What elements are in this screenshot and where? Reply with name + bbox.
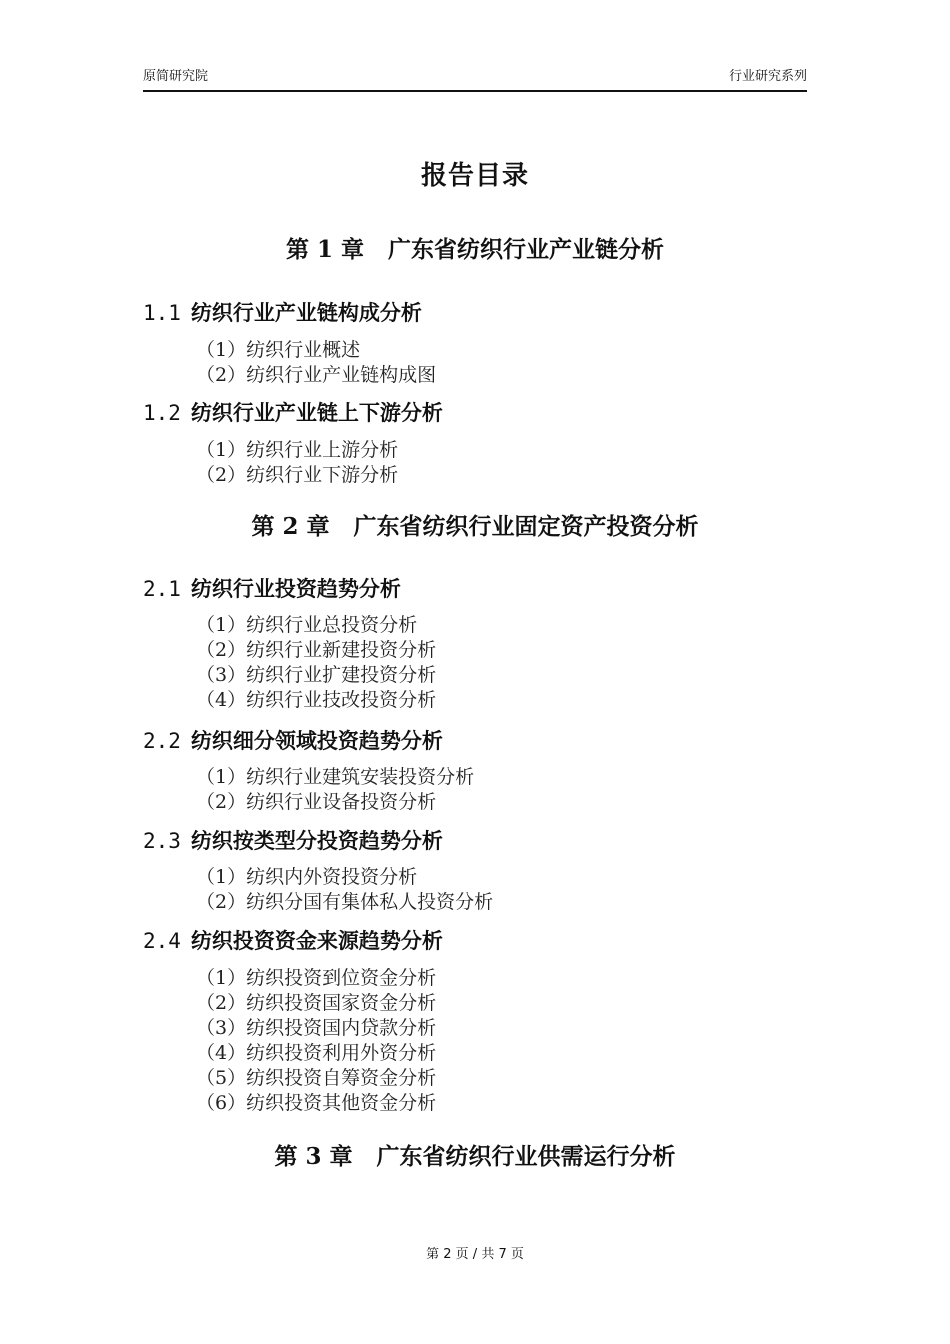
toc-item[interactable]: （2）纺织投资国家资金分析 [196,992,437,1014]
series-name: 行业研究系列 [728,69,807,84]
chapter-3-heading[interactable] [0,1141,950,1173]
section-1-2-heading[interactable] [143,398,443,428]
section-title: 纺织细分领域投资趋势分析 [190,728,443,753]
section-number: 1.2 [143,401,181,425]
chapter-number: 第 1 章 [285,236,365,263]
section-2-4-heading[interactable] [143,926,443,956]
section-1-1-items [196,338,436,388]
chapter-title: 广东省纺织行业固定资产投资分析 [353,513,699,540]
chapter-1-heading[interactable] [0,234,950,266]
section-number: 1.1 [143,301,181,325]
toc-item[interactable]: （6）纺织投资其他资金分析 [196,1092,437,1114]
chapter-2-heading[interactable] [0,511,950,543]
page-header [143,68,807,92]
toc-item[interactable]: （2）纺织分国有集体私人投资分析 [196,891,494,913]
toc-item[interactable]: （2）纺织行业设备投资分析 [196,791,437,813]
section-number: 2.1 [143,577,181,601]
toc-item[interactable]: （3）纺织行业扩建投资分析 [196,664,437,686]
toc-item[interactable]: （2）纺织行业新建投资分析 [196,639,437,661]
section-2-1-items [196,613,436,713]
section-2-3-items [196,865,493,915]
chapter-title: 广东省纺织行业供需运行分析 [376,1143,676,1170]
section-2-3-heading[interactable] [143,826,443,856]
toc-item[interactable]: （1）纺织行业上游分析 [196,439,399,461]
section-2-1-heading[interactable] [143,574,401,604]
section-2-2-items [196,765,474,815]
section-number: 2.4 [143,929,181,953]
page-number: 第 2 页 / 共 7 页 [426,1247,524,1262]
toc-item[interactable]: （2）纺织行业下游分析 [196,464,399,486]
toc-item[interactable]: （3）纺织投资国内贷款分析 [196,1017,437,1039]
section-title: 纺织行业投资趋势分析 [190,576,401,601]
chapter-title: 广东省纺织行业产业链分析 [388,236,665,263]
toc-item[interactable]: （2）纺织行业产业链构成图 [196,364,437,386]
toc-item[interactable]: （4）纺织投资利用外资分析 [196,1042,437,1064]
toc-item[interactable]: （1）纺织投资到位资金分析 [196,967,437,989]
toc-item[interactable]: （5）纺织投资自筹资金分析 [196,1067,437,1089]
section-2-4-items [196,966,436,1116]
chapter-number: 第 2 章 [251,513,330,540]
section-title: 纺织行业产业链构成分析 [190,300,422,325]
toc-item[interactable]: （1）纺织行业概述 [196,339,361,361]
section-1-2-items [196,438,398,488]
toc-item[interactable]: （1）纺织行业建筑安装投资分析 [196,766,475,788]
toc-item[interactable]: （1）纺织内外资投资分析 [196,866,418,888]
section-1-1-heading[interactable] [143,298,422,328]
section-2-2-heading[interactable] [143,726,443,756]
section-title: 纺织行业产业链上下游分析 [190,400,443,425]
toc-item[interactable]: （4）纺织行业技改投资分析 [196,689,437,711]
section-title: 纺织投资资金来源趋势分析 [190,928,443,953]
section-number: 2.2 [143,729,181,753]
section-number: 2.3 [143,829,181,853]
publisher-name: 原简研究院 [143,69,209,84]
page-title: 报告目录 [420,161,529,191]
toc-item[interactable]: （1）纺织行业总投资分析 [196,614,418,636]
chapter-number: 第 3 章 [274,1143,353,1170]
section-title: 纺织按类型分投资趋势分析 [190,828,443,853]
